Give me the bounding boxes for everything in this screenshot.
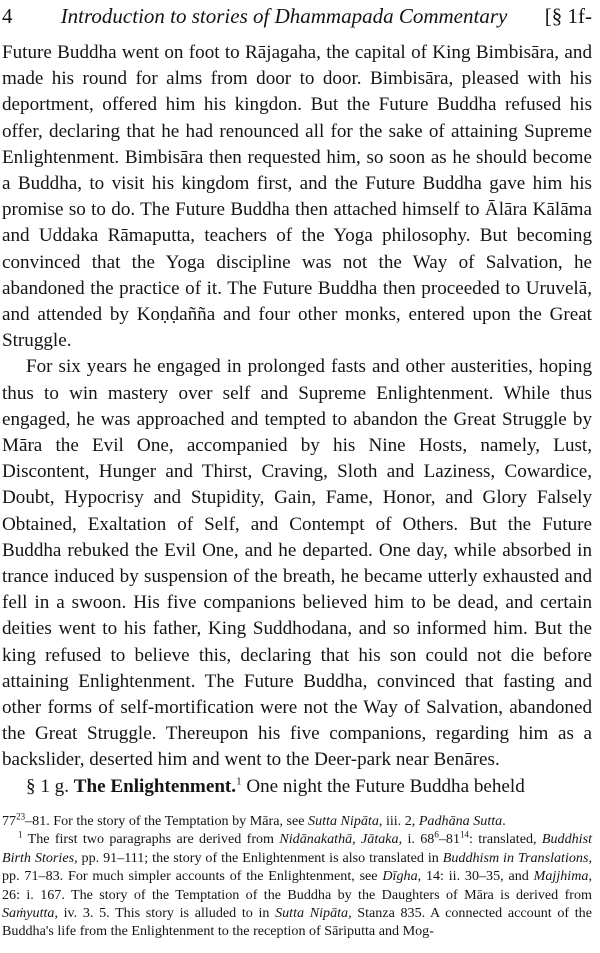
paragraph: Future Buddha went on foot to Rājagaha, the capital of King Bimbisāra, and made his round for alms from door to door. Bimbisāra, pleased with his deportment, offered him his kingdon. But the Future Buddha refused his offer, declaring that he had renounced all for the sake of attaining Supreme Enlightenment. Bimbisāra then requested him, so soon as he should become a Buddha, to visit his kingdom first, and the Future Buddha gave him his promise so to do. The Future Buddha then attached himself to Ālāra Kālāma and Uddaka Rāmaputta, teachers of the Yoga philosophy. But becoming convinced that the Yoga discipline was not the Way of Salvation, he abandoned the practice of it. The Future Buddha then proceeded to Uruvelā, and attended by Koṇḍañña and four other monks, entered upon the Great Struggle. bbox=[2, 42, 592, 352]
footnote-continuation bbox=[2, 812, 592, 830]
fn-source: Buddhist Birth Stories bbox=[2, 831, 593, 866]
section-text: One night the Future Buddha beheld bbox=[241, 775, 525, 797]
fn-mark: 1 bbox=[18, 829, 23, 840]
fn-source: Padhāna Sutta bbox=[418, 812, 503, 829]
fn-text: , 14: ii. 30–35, and bbox=[417, 868, 534, 885]
fn-text: : translated, bbox=[468, 831, 542, 848]
section-paragraph bbox=[2, 774, 592, 800]
fn-source: Sutta Nipāta bbox=[308, 812, 379, 829]
paragraph: For six years he engaged in prolonged fasts and other austerities, hoping thus to win mastery over self and Supreme Enlightenment. While thus engaged, he was approached and tempted to abandon the Great Struggle by Māra the Evil One, accompanied by his Nine Hosts, namely, Lust, Discontent, Hunger and Thirst, Craving, Sloth and Laziness, Cowardice, Doubt, Hypocrisy and Stupidity, Gain, Fame, Honor, and Glory Falsely Obtained, Exaltation of Self, and Contempt of Others. But the Future Buddha rebuked the Evil One, and he departed. One day, while absorbed in trance induced by suspension of the breath, he became utterly exhausted and fell in a swoon. His five companions believed him to be dead, and certain deities went to his father, King Suddhodana, and so informed him. But the king refused to believe this, declaring that his son could not die before attaining Enlightenment. The Future Buddha, convinced that fasting and other forms of self-mortification were not the Way of Salvation, abandoned the Great Struggle. Thereupon his five companions, regarding him as a backslider, deserted him and went to the Deer-park near Benāres. bbox=[2, 356, 592, 771]
fn-sup: 14 bbox=[459, 829, 469, 840]
running-title: Introduction to stories of Dhammapada Commentary bbox=[60, 4, 508, 28]
body-text bbox=[2, 40, 592, 800]
fn-text: , iv. 3. 5. This story is alluded to in bbox=[54, 904, 276, 921]
fn-source: Nidānakathā, Jātaka bbox=[279, 831, 399, 848]
footnotes bbox=[2, 812, 592, 941]
fn-source: Saṁyutta bbox=[2, 904, 55, 921]
fn-text: , 26: i. 167. The story of the Temptation of the Buddha by the Daughters of Māra is derived from bbox=[2, 868, 592, 903]
fn-text: 77 bbox=[2, 812, 17, 829]
fn-text: , pp. 71–83. For much simpler accounts of the Enlightenment, see bbox=[2, 849, 592, 885]
fn-text: –81 bbox=[438, 831, 460, 848]
section-number: § 1 g. bbox=[26, 775, 69, 797]
section-heading: The Enlightenment. bbox=[73, 775, 237, 797]
page-number: 4 bbox=[2, 4, 13, 28]
fn-text: , pp. 91–111; the story of the Enlightenment is also translated in bbox=[74, 849, 443, 866]
fn-text: , i. 68 bbox=[398, 831, 435, 848]
fn-sup: 23 bbox=[16, 811, 26, 822]
fn-sup: 6 bbox=[434, 829, 439, 840]
fn-text: , Stanza 835. A connected account of the Buddha's life from the Enlightenment to the reception of Sāriputta and Mog- bbox=[2, 904, 592, 940]
fn-text: The first two paragraphs are derived from bbox=[22, 831, 280, 848]
fn-text: , iii. 2, bbox=[378, 812, 419, 829]
running-header bbox=[2, 2, 592, 32]
fn-source: Dīgha bbox=[382, 868, 418, 885]
footnote-1 bbox=[2, 830, 592, 940]
fn-source: Majjhima bbox=[533, 868, 589, 885]
fn-text: . bbox=[502, 812, 506, 829]
fn-source: Sutta Nipāta bbox=[275, 904, 349, 921]
footnote-marker: 1 bbox=[236, 775, 242, 788]
fn-text: –81. For the story of the Temptation by Māra, see bbox=[25, 812, 309, 829]
fn-source: Buddhism in Translations bbox=[442, 849, 589, 866]
section-mark: [§ 1f- bbox=[544, 4, 592, 28]
